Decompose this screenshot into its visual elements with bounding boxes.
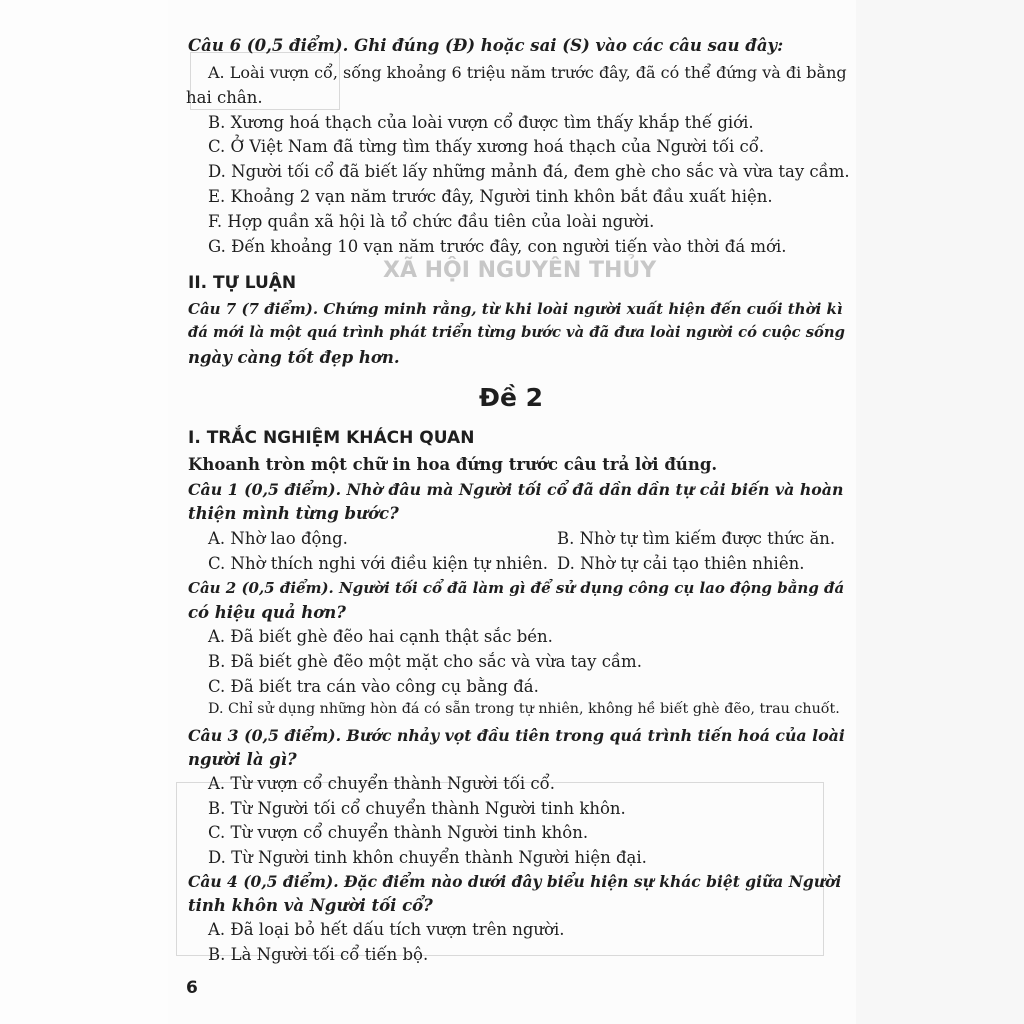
question-7-line2: đá mới là một quá trình phát triển từng bước và đã đưa loài người có cuộc sống bbox=[188, 324, 845, 341]
book-page bbox=[168, 0, 856, 1024]
q3-option-d: D. Từ Người tinh khôn chuyển thành Người hiện đại. bbox=[208, 848, 647, 867]
question-4-line2: tinh khôn và Người tối cổ? bbox=[188, 896, 433, 915]
question-7-line3: ngày càng tốt đẹp hơn. bbox=[188, 348, 400, 367]
question-4-line1: Câu 4 (0,5 điểm). Đặc điểm nào dưới đây biểu hiện sự khác biệt giữa Người bbox=[188, 872, 842, 891]
question-6: Câu 6 (0,5 điểm). Ghi đúng (Đ) hoặc sai (S) vào các câu sau đây: bbox=[188, 36, 784, 55]
question-3-line2: người là gì? bbox=[188, 750, 297, 769]
exam-2-title: Đề 2 bbox=[479, 383, 544, 412]
q2-option-d: D. Chỉ sử dụng những hòn đá có sẵn trong tự nhiên, không hề biết ghè đẽo, trau chuốt. bbox=[208, 701, 840, 717]
question-2-line2: có hiệu quả hơn? bbox=[188, 603, 346, 622]
q6-option-a-line2: hai chân. bbox=[186, 88, 263, 107]
q2-option-a: A. Đã biết ghè đẽo hai cạnh thật sắc bén. bbox=[208, 627, 553, 646]
page-number: 6 bbox=[186, 978, 198, 998]
question-1-line1: Câu 1 (0,5 điểm). Nhờ đâu mà Người tối cổ đã dần dần tự cải biến và hoàn bbox=[188, 480, 844, 499]
q6-option-g: G. Đến khoảng 10 vạn năm trước đây, con người tiến vào thời đá mới. bbox=[208, 237, 787, 256]
q1-option-d: D. Nhờ tự cải tạo thiên nhiên. bbox=[557, 554, 805, 573]
instruction: Khoanh tròn một chữ in hoa đứng trước câu trả lời đúng. bbox=[188, 455, 718, 474]
bleed-through-text: XÃ HỘI NGUYÊN THỦY bbox=[383, 258, 657, 283]
q3-option-b: B. Từ Người tối cổ chuyển thành Người tinh khôn. bbox=[208, 799, 626, 818]
q1-option-a: A. Nhờ lao động. bbox=[208, 529, 348, 548]
section-essay-heading: II. TỰ LUẬN bbox=[188, 273, 297, 293]
q4-option-a: A. Đã loại bỏ hết dấu tích vượn trên người. bbox=[208, 920, 565, 939]
question-3-line1: Câu 3 (0,5 điểm). Bước nhảy vọt đầu tiên trong quá trình tiến hoá của loài bbox=[188, 726, 845, 745]
q6-option-b: B. Xương hoá thạch của loài vượn cổ được tìm thấy khắp thế giới. bbox=[208, 113, 754, 132]
q1-option-c: C. Nhờ thích nghi với điều kiện tự nhiên. bbox=[208, 554, 548, 573]
q4-option-b: B. Là Người tối cổ tiến bộ. bbox=[208, 945, 429, 964]
question-1-line2: thiện mình từng bước? bbox=[188, 504, 399, 523]
q6-option-c: C. Ở Việt Nam đã từng tìm thấy xương hoá thạch của Người tối cổ. bbox=[208, 137, 765, 156]
q6-option-d: D. Người tối cổ đã biết lấy những mảnh đá, đem ghè cho sắc và vừa tay cầm. bbox=[208, 162, 850, 181]
q6-option-f: F. Hợp quần xã hội là tổ chức đầu tiên của loài người. bbox=[208, 212, 655, 231]
q3-option-a: A. Từ vượn cổ chuyển thành Người tối cổ. bbox=[208, 774, 555, 793]
left-margin bbox=[0, 0, 168, 1024]
q2-option-c: C. Đã biết tra cán vào công cụ bằng đá. bbox=[208, 677, 539, 696]
right-margin bbox=[855, 0, 1024, 1024]
question-2-line1: Câu 2 (0,5 điểm). Người tối cổ đã làm gì để sử dụng công cụ lao động bằng đá bbox=[188, 579, 845, 597]
question-7-line1: Câu 7 (7 điểm). Chứng minh rằng, từ khi loài người xuất hiện đến cuối thời kì bbox=[188, 300, 843, 318]
q3-option-c: C. Từ vượn cổ chuyển thành Người tinh khôn. bbox=[208, 823, 589, 842]
q6-option-e: E. Khoảng 2 vạn năm trước đây, Người tinh khôn bắt đầu xuất hiện. bbox=[208, 187, 773, 206]
section-objective-heading: I. TRẮC NGHIỆM KHÁCH QUAN bbox=[188, 428, 475, 448]
q1-option-b: B. Nhờ tự tìm kiếm được thức ăn. bbox=[557, 529, 836, 548]
q2-option-b: B. Đã biết ghè đẽo một mặt cho sắc và vừa tay cầm. bbox=[208, 652, 642, 671]
q6-option-a-line1: A. Loài vượn cổ, sống khoảng 6 triệu năm trước đây, đã có thể đứng và đi bằng bbox=[208, 63, 847, 82]
